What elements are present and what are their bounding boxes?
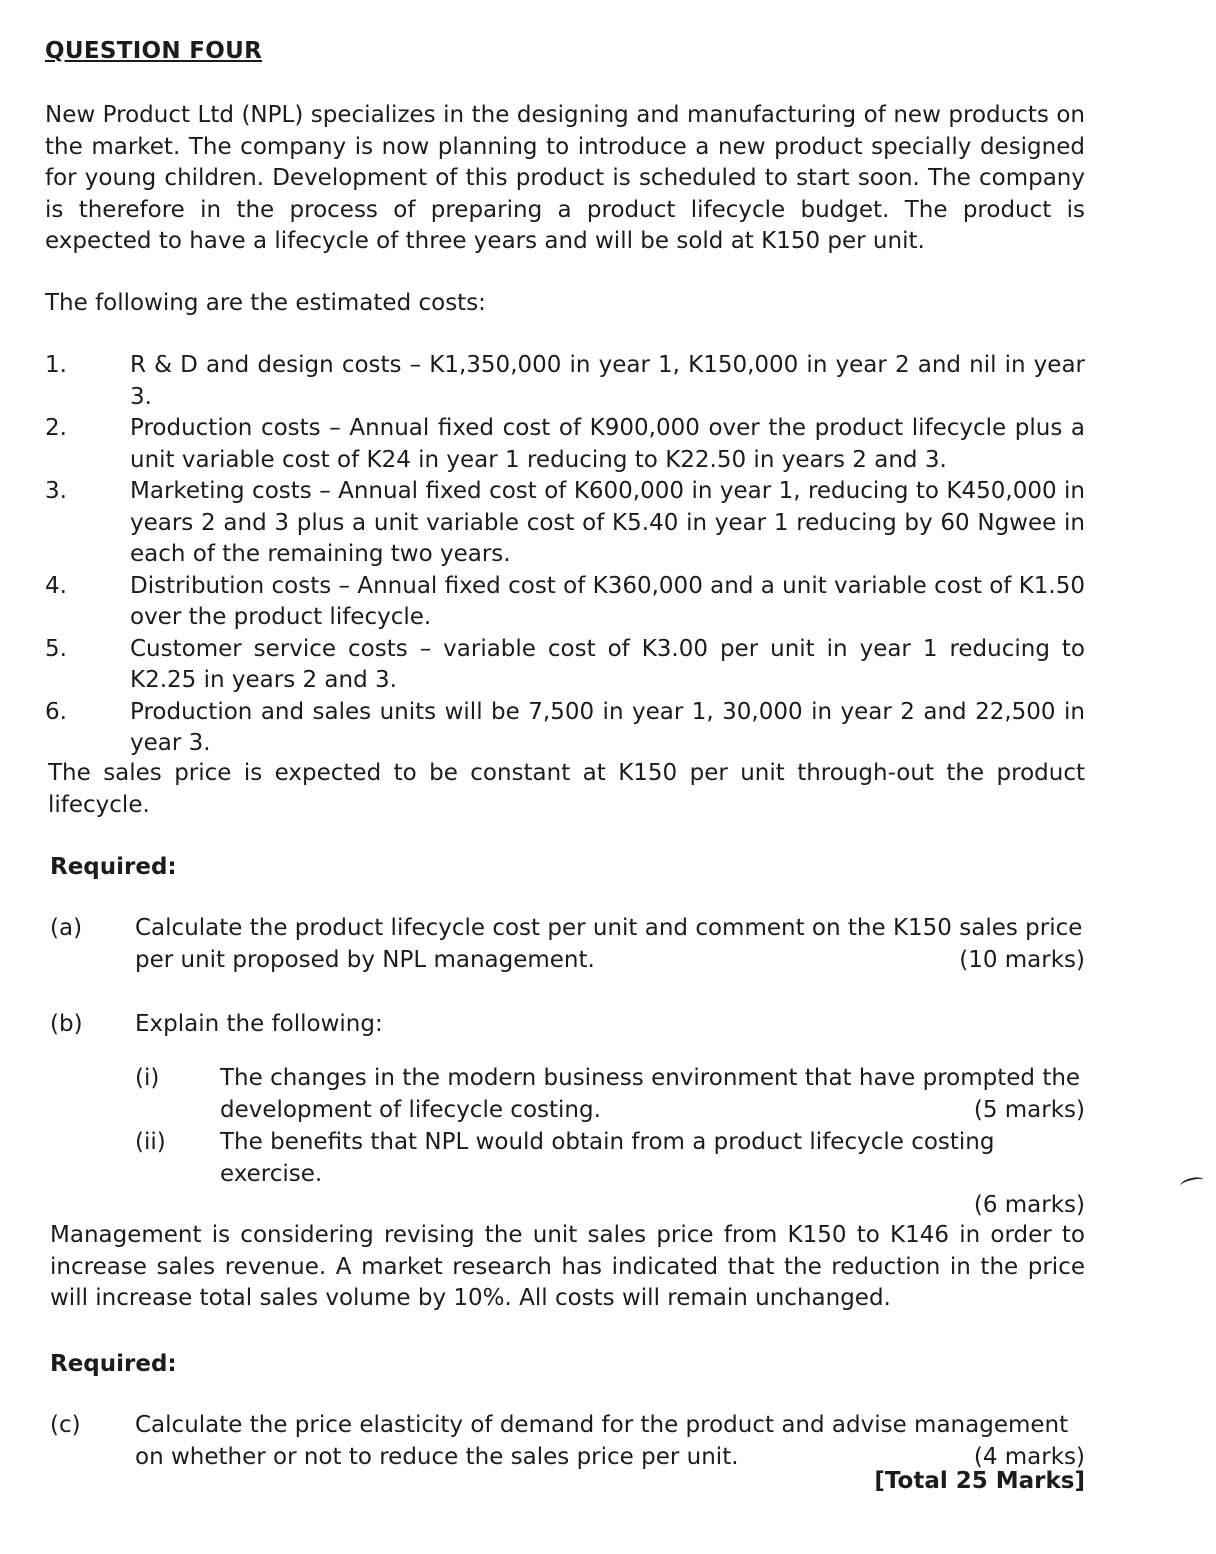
list-text: R & D and design costs – K1,350,000 in year 1, K150,000 in year 2 and nil in year 3. — [130, 352, 1085, 410]
pen-mark — [1179, 1175, 1205, 1191]
list-number: 1. — [45, 352, 67, 378]
list-item — [45, 350, 1085, 413]
list-item — [45, 476, 1085, 571]
marks-label: (6 marks) — [973, 1192, 1085, 1218]
marks-label: (5 marks) — [973, 1096, 1085, 1123]
part-text: Explain the following: — [135, 1011, 383, 1037]
part-b — [50, 1009, 1085, 1041]
intro-paragraph: New Product Ltd (NPL) specializes in the designing and manufacturing of new products on the market. The company is now planning to introduce a new product specially designed for young children. Development of this product is scheduled to start soon. The company is therefore in the process of preparing a product lifecycle budget. The product is expected to have a lifecycle of three years and will be sold at K150 per unit. — [45, 102, 1085, 254]
list-text: Distribution costs – Annual fixed cost of K360,000 and a unit variable cost of K1.50 over the product lifecycle. — [130, 572, 1085, 630]
list-text: Customer service costs – variable cost of K3.00 per unit in year 1 reducing to K2.25 in years 2 and 3. — [130, 635, 1085, 693]
part-text: Calculate the price elasticity of demand for the product and advise management on whether or not to reduce the sales price per unit. — [135, 1412, 1069, 1470]
part-text: Calculate the product lifecycle cost per unit and comment on the K150 sales price per unit proposed by NPL management. — [135, 915, 1083, 973]
part-a — [50, 913, 1085, 976]
subpart-i — [135, 1063, 1085, 1126]
marks-label: (10 marks) — [959, 946, 1085, 973]
subpart-label: (i) — [135, 1065, 160, 1091]
sales-price-note: The sales price is expected to be constant at K150 per unit through-out the product lifecycle. — [48, 760, 1085, 818]
list-number: 2. — [45, 415, 67, 441]
costs-lead-in: The following are the estimated costs: — [45, 290, 486, 316]
list-number: 4. — [45, 572, 67, 599]
list-text: Production and sales units will be 7,500 in year 1, 30,000 in year 2 and 22,500 in year 3. — [130, 698, 1085, 756]
part-label: (c) — [50, 1412, 81, 1438]
list-number: 5. — [45, 635, 67, 662]
subpart-text: The changes in the modern business environment that have prompted the development of lifecycle costing. — [220, 1065, 1081, 1123]
part-label: (b) — [50, 1011, 83, 1037]
subpart-label: (ii) — [135, 1129, 166, 1155]
list-item — [45, 413, 1085, 476]
cost-list — [45, 350, 1085, 760]
subpart-text: The benefits that NPL would obtain from a product lifecycle costing exercise. — [220, 1129, 995, 1187]
management-paragraph: Management is considering revising the unit sales price from K150 to K146 in order to increase sales revenue. A market research has indicated that the reduction in the price will increase total sales volume by 10%. All costs will remain unchanged. — [50, 1222, 1085, 1311]
list-text: Production costs – Annual fixed cost of K900,000 over the product lifecycle plus a unit variable cost of K24 in year 1 reducing to K22.50 in years 2 and 3. — [130, 415, 1085, 473]
list-item — [45, 634, 1085, 697]
total-marks: [Total 25 Marks] — [874, 1468, 1085, 1494]
required-heading: Required: — [50, 1351, 177, 1377]
list-item — [45, 571, 1085, 634]
list-number: 3. — [45, 478, 67, 504]
subpart-ii — [135, 1127, 1085, 1222]
question-title: QUESTION FOUR — [45, 38, 263, 64]
list-number: 6. — [45, 698, 67, 725]
part-label: (a) — [50, 915, 83, 941]
marks-label: (4 marks) — [973, 1443, 1085, 1470]
list-text: Marketing costs – Annual fixed cost of K600,000 in year 1, reducing to K450,000 in years 2 and 3 plus a unit variable cost of K5.40 in year 1 reducing by 60 Ngwee in each of the remaining two years. — [130, 478, 1085, 567]
list-item — [45, 697, 1085, 760]
required-heading: Required: — [50, 854, 177, 880]
part-c — [50, 1410, 1085, 1473]
